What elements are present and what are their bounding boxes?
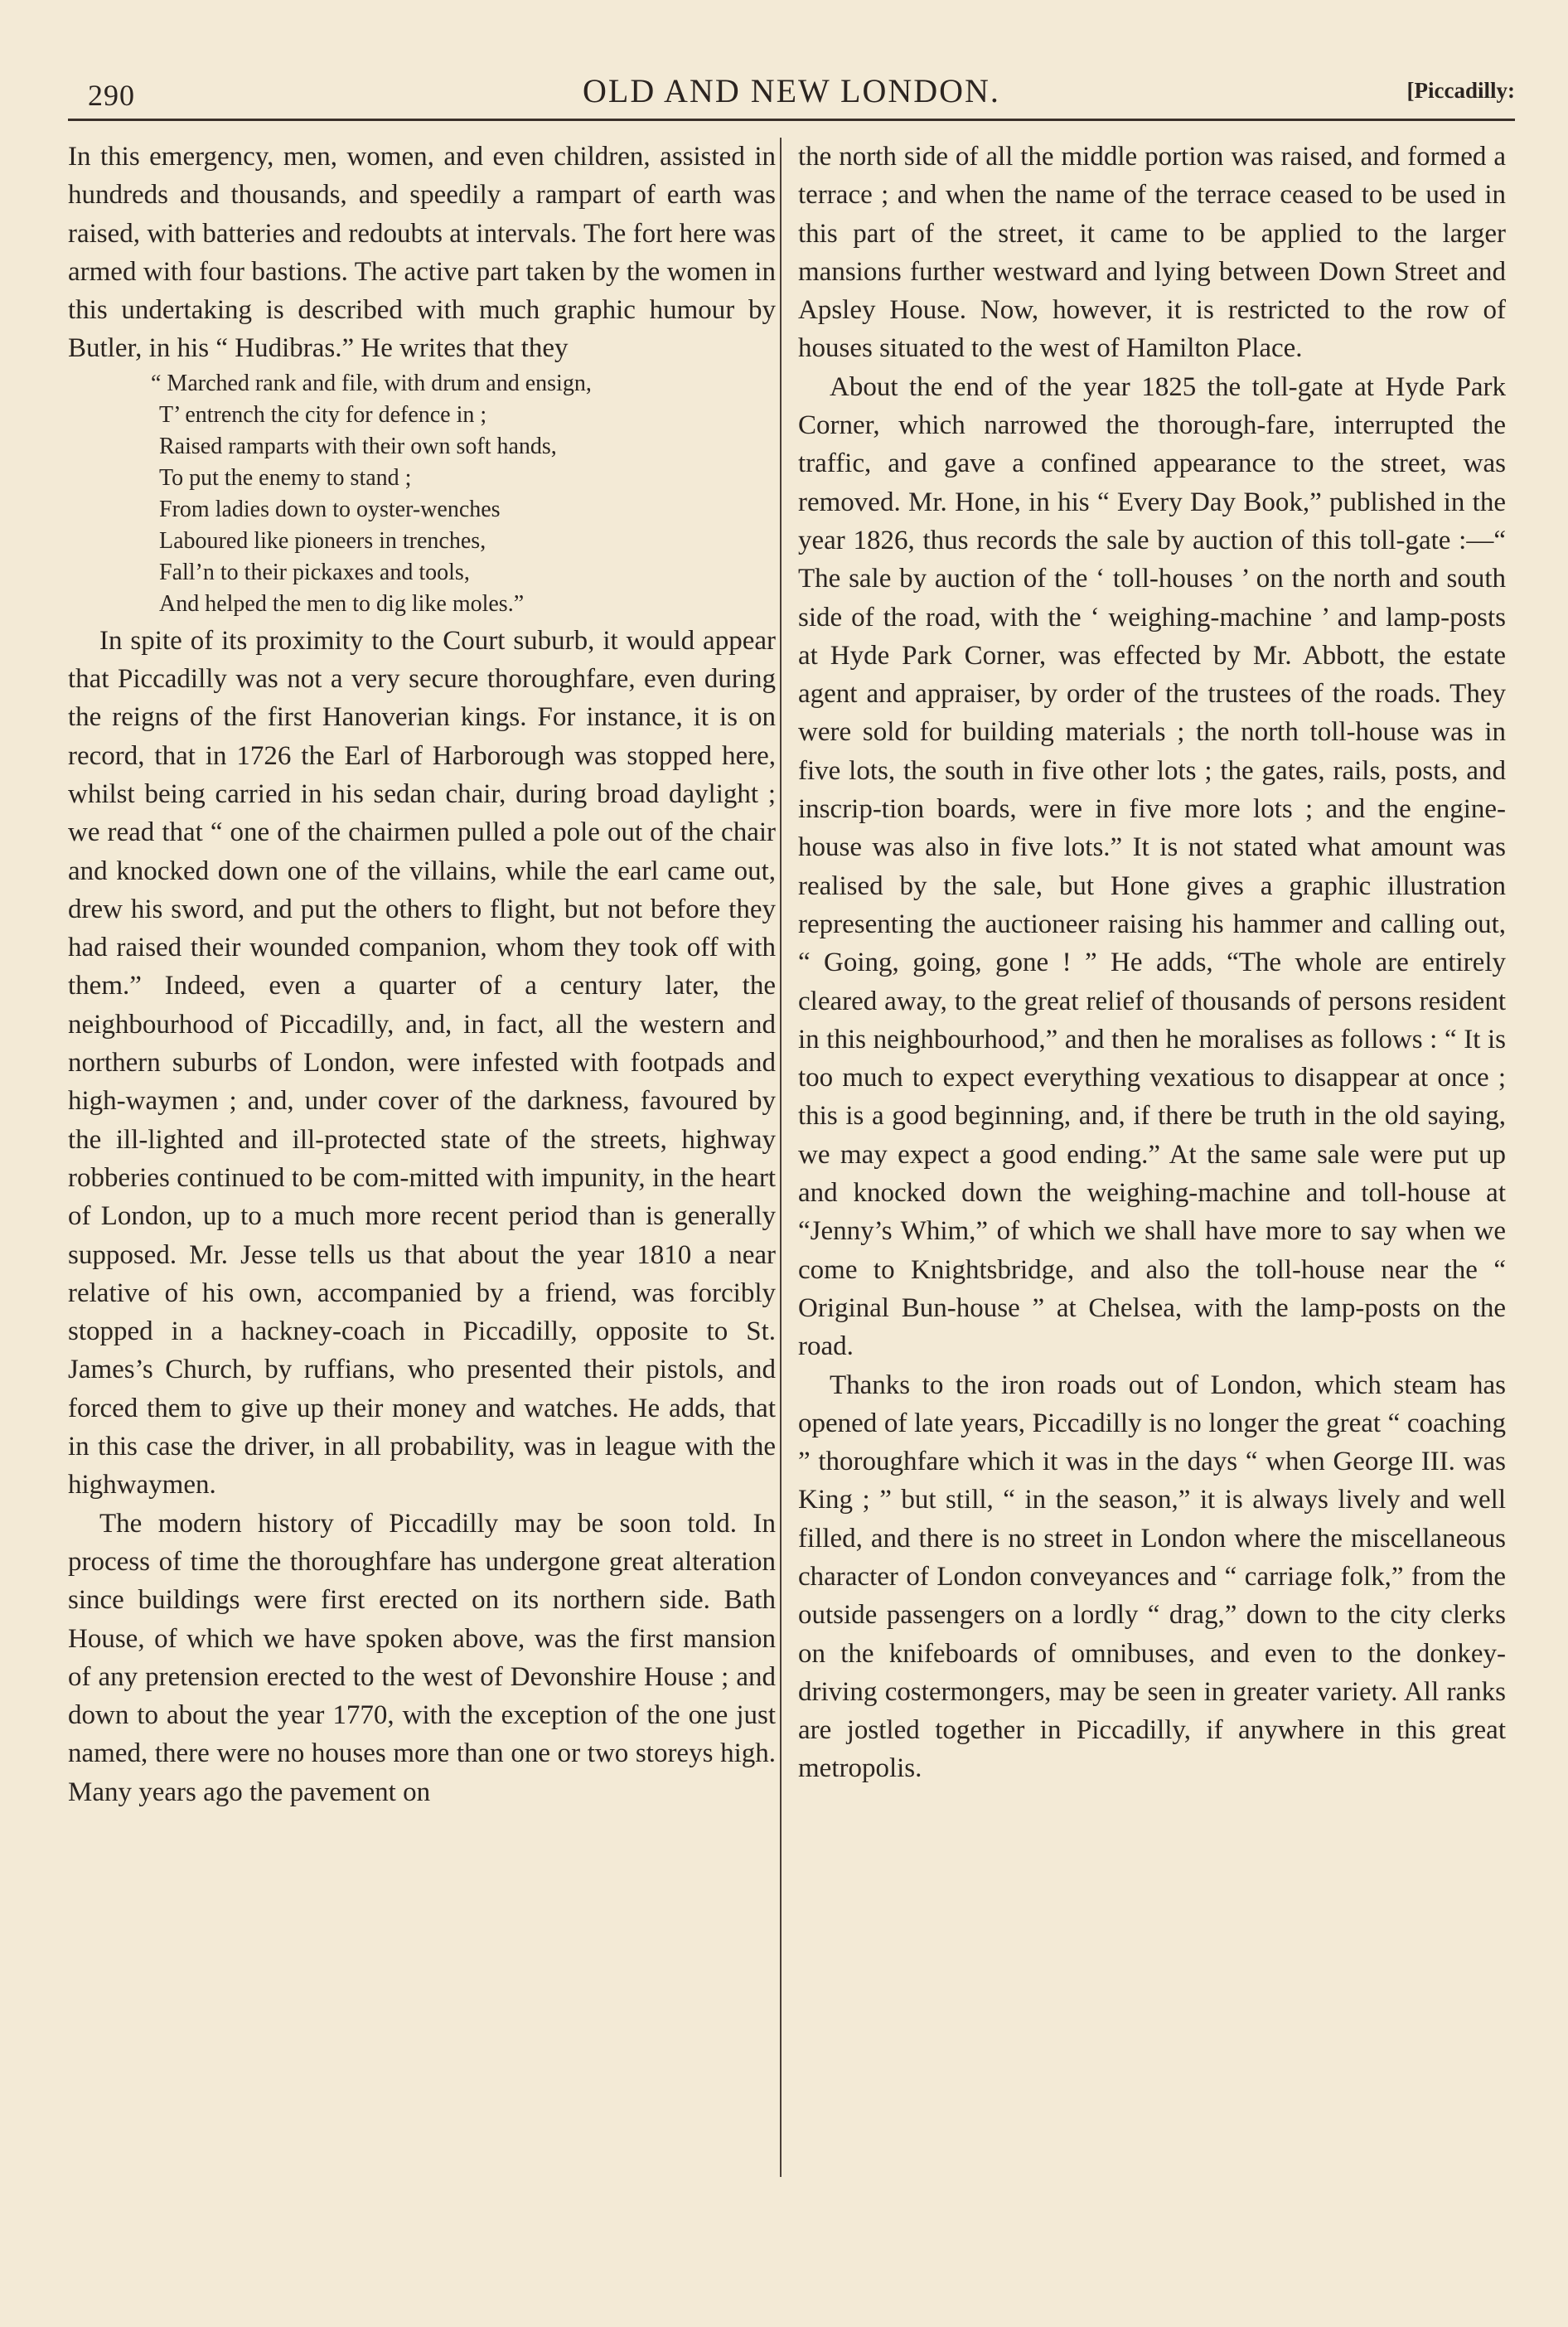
verse-line: To put the enemy to stand ; [159,464,412,491]
left-column [68,138,776,1811]
paragraph-iron-roads: Thanks to the iron roads out of London, which steam has opened of late years, Piccadilly is no longer the great “ coaching ” thoroughfare which it was in the days “ when George III. was King ; ” but still, “ in the season,” it is always lively and well filled, and there is no street in London where the miscellaneous character of London conveyances and “ carriage folk,” from the outside passengers on a lordly “ drag,” down to the city clerks on the knifeboards of omnibuses, and even to the donkey-driving costermongers, may be seen in greater variety. All ranks are jostled together in Piccadilly, if anywhere in this great metropolis. [798,1370,1506,1784]
running-title: OLD AND NEW LONDON. [583,72,1000,109]
verse-line: T’ entrench the city for defence in ; [159,401,487,428]
verse-line: Laboured like pioneers in trenches, [159,527,486,554]
verse-line: From ladies down to oyster-wenches [159,496,501,522]
column-divider [780,138,782,2177]
verse-line: Fall’n to their pickaxes and tools, [159,559,470,585]
page-number: 290 [88,79,135,112]
hudibras-verse [151,368,776,620]
verse-line: Raised ramparts with their own soft hands, [159,433,557,459]
paragraph-emergency: In this emergency, men, women, and even children, assisted in hundreds and thousands, and speedily a rampart of earth was raised, with batteries and redoubts at intervals. The fort here was armed with four bastions. The active part taken by the women in this undertaking is described with much graphic humour by Butler, in his “ Hudibras.” He writes that they [68,142,776,364]
paragraph-modern-history: The modern history of Piccadilly may be soon told. In process of time the thoroughfare has undergone great alteration since buildings were first erected on its northern side. Bath House, of which we have spoken above, was the first mansion of any pretension erected to the west of Devonshire House ; and down to about the year 1770, with the exception of the one just named, there were no houses more than one or two storeys high. Many years ago the pavement on [68,1508,776,1807]
verse-line: “ Marched rank and file, with drum and ensign, [151,370,592,396]
paragraph-secure-thoroughfare: In spite of its proximity to the Court suburb, it would appear that Piccadilly was not a very secure thoroughfare, even during the reigns of the first Hanoverian kings. For instance, it is on record, that in 1726 the Earl of Harborough was stopped here, whilst being carried in his sedan chair, during broad daylight ; we read that “ one of the chairmen pulled a pole out of the chair and knocked down one of the villains, while the earl came out, drew his sword, and put the others to flight, but not before they had raised their wounded companion, whom they took off with them.” Indeed, even a quarter of a century later, the neighbourhood of Piccadilly, and, in fact, all the western and northern suburbs of London, were infested with footpads and high-waymen ; and, under cover of the darkness, favoured by the ill-lighted and ill-protected state of the streets, highway robberies continued to be com-mitted with impunity, in the heart of London, up to a much more recent period than is generally supposed. Mr. Jesse tells us that about the year 1810 a near relative of his own, accompanied by a friend, was forcibly stopped in a hackney-coach in Piccadilly, opposite to St. James’s Church, by ruffians, who presented their pistols, and forced them to give up their money and watches. He adds, that in this case the driver, in all probability, was in league with the highwaymen. [68,625,776,1500]
paragraph-toll-gate: About the end of the year 1825 the toll-gate at Hyde Park Corner, which narrowed the thorough-fare, interrupted the traffic, and gave a confined appearance to the street, was removed. Mr. Hone, in his “ Every Day Book,” published in the year 1826, thus records the sale by auction of this toll-gate :—“ The sale by auction of the ‘ toll-houses ’ on the north and south side of the road, with the ‘ weighing-machine ’ and lamp-posts at Hyde Park Corner, was effected by Mr. Abbott, the estate agent and appraiser, by order of the trustees of the roads. They were sold for building materials ; the north toll-house was in five lots, the south in five other lots ; the gates, rails, posts, and inscrip-tion boards, were in five more lots ; and the engine-house was also in five lots.” It is not stated what amount was realised by the sale, but Hone gives a graphic illustration representing the auctioneer raising his hammer and calling out, “ Going, going, gone ! ” He adds, “The whole are entirely cleared away, to the great relief of thousands of persons resident in this neighbourhood,” and then he moralises as follows : “ It is too much to expect everything vexatious to disappear at once ; this is a good beginning, and, if there be truth in the old saying, we may expect a good ending.” At the same sale were put up and knocked down the weighing-machine and toll-house at “Jenny’s Whim,” of which we shall have more to say when we come to Knightsbridge, and also the toll-house near the “ Original Bun-house ” at Chelsea, with the lamp-posts on the road. [798,371,1506,1362]
paragraph-terrace: the north side of all the middle portion was raised, and formed a terrace ; and when the name of the terrace ceased to be used in this part of the street, it came to be applied to the larger mansions further westward and lying between Down Street and Apsley House. Now, however, it is restricted to the row of houses situated to the west of Hamilton Place. [798,142,1506,364]
header-rule [68,119,1515,121]
right-column [798,138,1506,1788]
page-header [68,68,1515,119]
verse-line: And helped the men to dig like moles.” [159,590,525,617]
section-label: [Piccadilly: [1406,78,1515,103]
